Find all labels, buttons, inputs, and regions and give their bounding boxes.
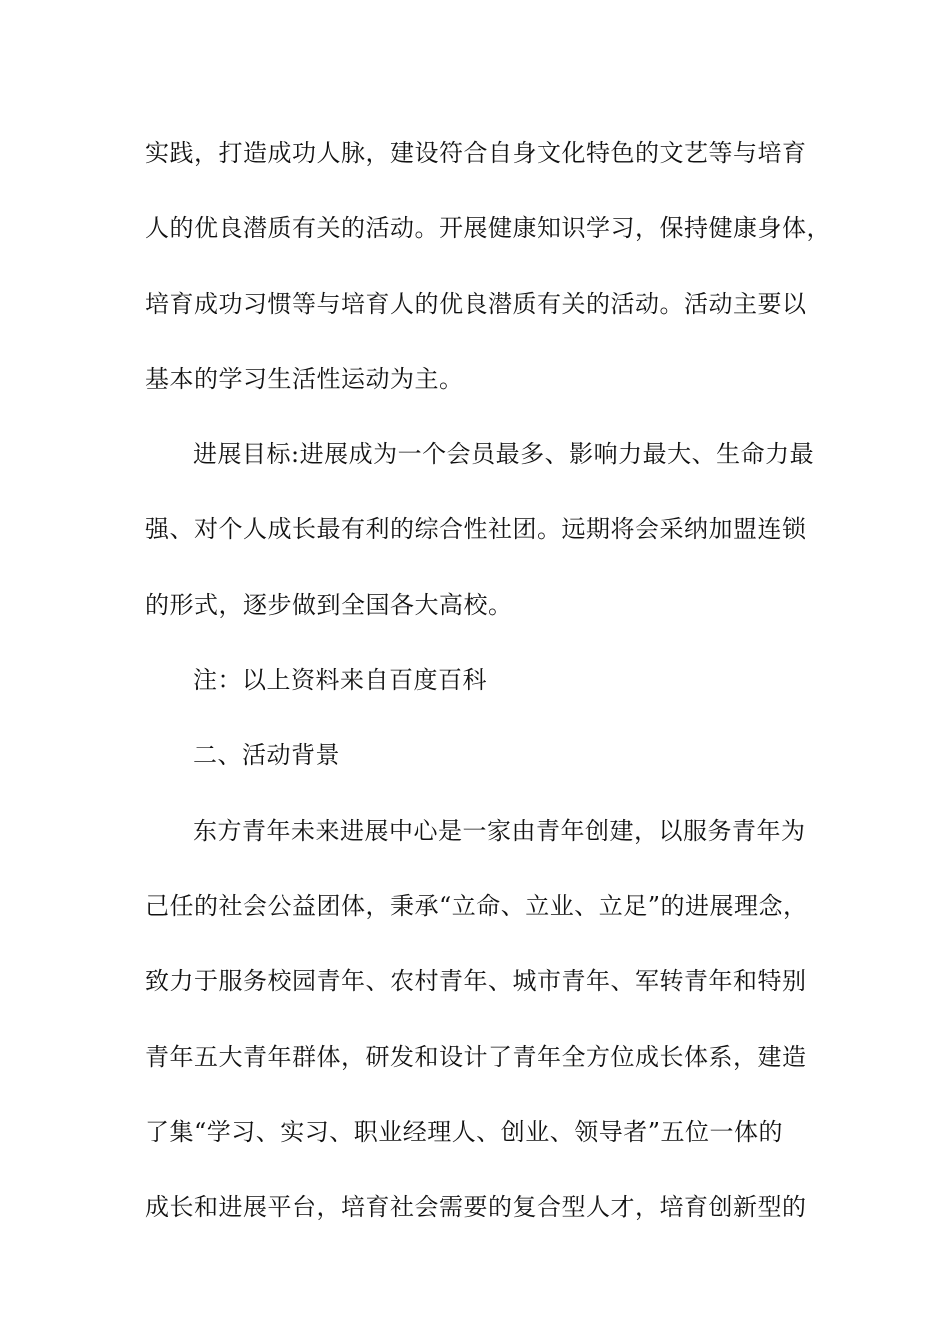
- section-heading: 二、活动背景: [193, 741, 340, 770]
- text-line: 实践，打造成功人脉，建设符合自身文化特色的文艺等与培育: [145, 139, 807, 167]
- text-line: 了集“学习、实习、职业经理人、创业、领导者”五位一体的: [145, 1117, 784, 1146]
- text-line: 己任的社会公益团体，秉承“立命、立业、立足”的进展理念，: [145, 891, 808, 920]
- text-line: 东方青年未来进展中心是一家由青年创建，以服务青年为: [193, 816, 806, 845]
- text-line: 致力于服务校园青年、农村青年、城市青年、军转青年和特别: [145, 967, 807, 996]
- text-line: 的形式，逐步做到全国各大高校。: [145, 590, 513, 619]
- text-line: 青年五大青年群体，研发和设计了青年全方位成长体系，建造: [145, 1042, 807, 1071]
- text-line: 培育成功习惯等与培育人的优良潜质有关的活动。活动主要以: [145, 289, 807, 318]
- text-line: 成长和进展平台，培育社会需要的复合型人才，培育创新型的: [145, 1193, 807, 1222]
- note-line: 注：以上资料来自百度百科: [193, 666, 487, 695]
- text-line: 基本的学习生活性运动为主。: [145, 364, 464, 393]
- document-body: [145, 122, 831, 1251]
- text-line: 人的优良潜质有关的活动。开展健康知识学习，保持健康身体，: [145, 214, 831, 243]
- text-line: 进展目标:进展成为一个会员最多、影响力最大、生命力最: [193, 440, 815, 469]
- text-line: 强、对个人成长最有利的综合性社团。远期将会采纳加盟连锁: [145, 515, 807, 544]
